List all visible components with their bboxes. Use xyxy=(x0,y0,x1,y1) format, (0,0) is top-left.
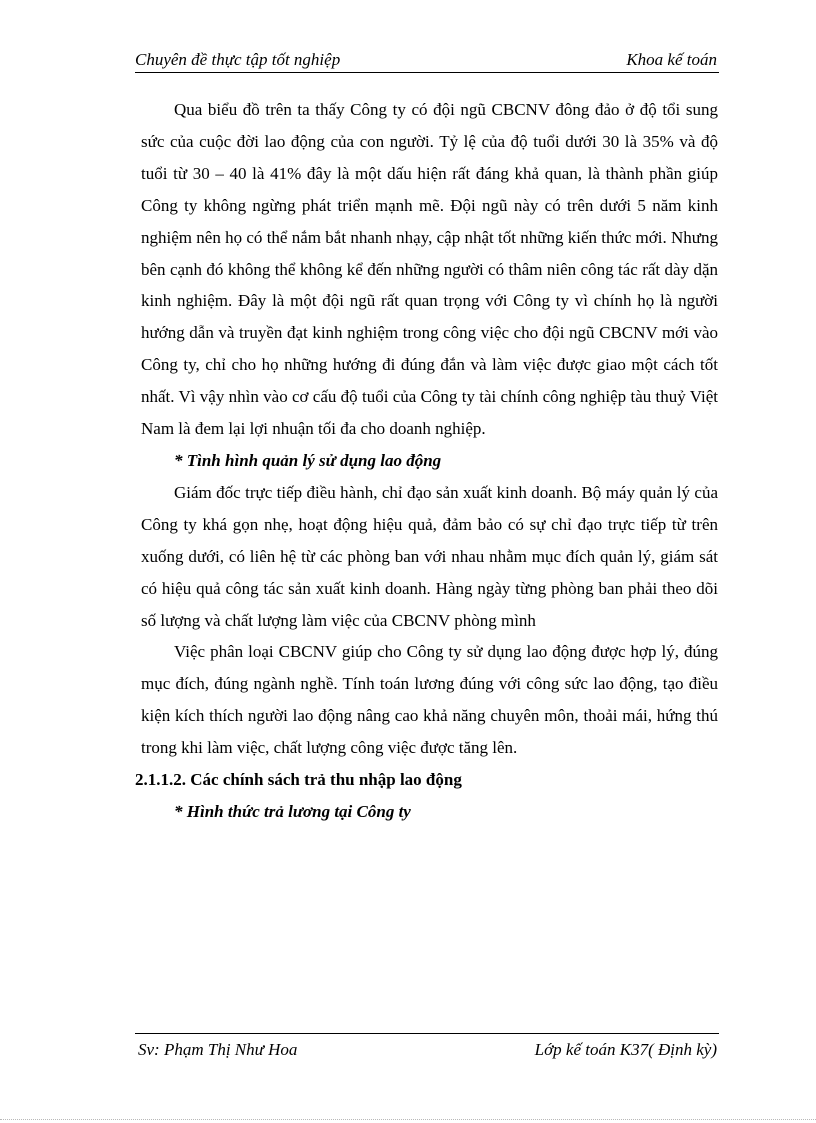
footer-student-name: Sv: Phạm Thị Như Hoa xyxy=(138,1040,298,1059)
header-document-title: Chuyên đề thực tập tốt nghiệp xyxy=(135,50,341,69)
paragraph-age-structure: Qua biểu đồ trên ta thấy Công ty có đội ngũ CBCNV đông đảo ở độ tổi sung sức của cuộc đời lao động của con người. Tỷ lệ của độ tuổi dưới 30 là 35% và độ tuổi từ 30 – 40 là 41% đây là một dấu hiện rất đáng khả quan, là thành phần giúp Công ty không ngừng phát triển mạnh mẽ. Đội ngũ này có trên dưới 5 năm kinh nghiệm nên họ có thể nắm bắt nhanh nhạy, cập nhật tốt những kiến thức mới. Nhưng bên cạnh đó không thể không kể đến những người có thâm niên công tác rất dày dặn kinh nghiệm. Đây là một đội ngũ rất quan trọng với Công ty vì chính họ là người hướng dẫn và truyền đạt kinh nghiệm trong công việc cho đội ngũ CBCNV mới vào Công ty, chỉ cho họ những hướng đi đúng đắn và làm việc được giao một cách tốt nhất. Vì vậy nhìn vào cơ cấu độ tuổi của Công ty tài chính công nghiệp tàu thuỷ Việt Nam là đem lại lợi nhuận tối đa cho doanh nghiệp. xyxy=(141,100,718,439)
page-footer xyxy=(135,1033,719,1064)
subheading-salary-form: * Hình thức trả lương tại Công ty xyxy=(174,801,411,821)
page-header xyxy=(135,48,719,73)
section-heading: 2.1.1.2. Các chính sách trả thu nhập lao động xyxy=(135,770,462,790)
header-department: Khoa kế toán xyxy=(626,50,717,69)
page-edge-divider xyxy=(0,1119,816,1120)
paragraph-classification: Việc phân loại CBCNV giúp cho Công ty sử dụng lao động được hợp lý, đúng mục đích, đúng ngành nghề. Tính toán lương đúng với công sức lao động, tạo điều kiện kích thích người lao động nâng cao khả năng chuyên môn, thoải mái, hứng thú trong khi làm việc, chất lượng công việc được tăng lên. xyxy=(141,642,718,758)
subheading-labor-management: * Tình hình quản lý sử dụng lao động xyxy=(174,450,442,470)
footer-class-name: Lớp kế toán K37( Định kỳ) xyxy=(534,1040,717,1059)
paragraph-management: Giám đốc trực tiếp điều hành, chỉ đạo sản xuất kinh doanh. Bộ máy quản lý của Công ty khá gọn nhẹ, hoạt động hiệu quả, đảm bảo có sự chỉ đạo trực tiếp từ trên xuống dưới, có liên hệ từ các phòng ban với nhau nhằm mục đích quản lý, giám sát có hiệu quả công tác sản xuất kinh doanh. Hàng ngày từng phòng ban phải theo dõi số lượng và chất lượng làm việc của CBCNV phòng mình xyxy=(141,482,718,630)
page-body xyxy=(135,94,718,828)
